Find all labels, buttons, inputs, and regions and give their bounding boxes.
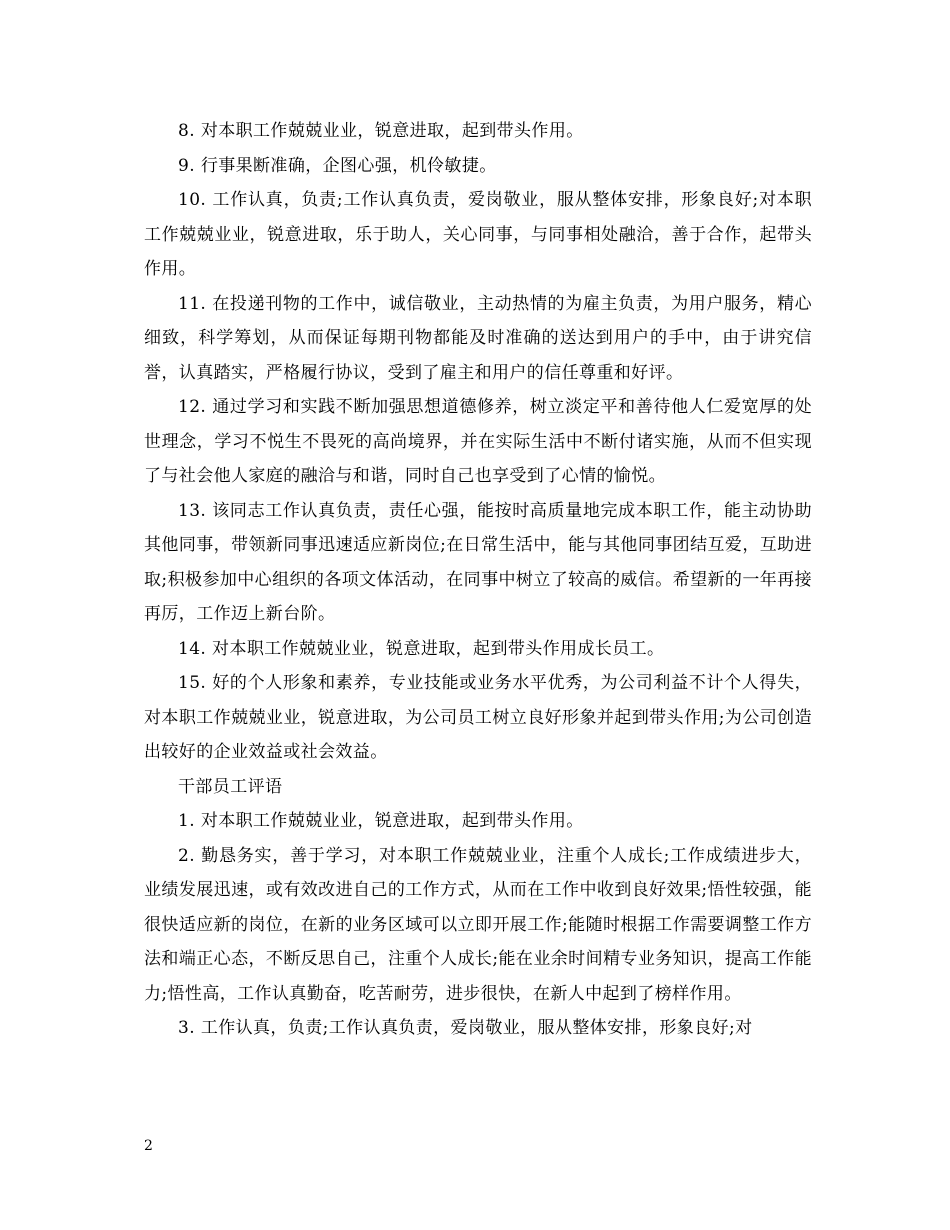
paragraph-item-13: 13. 该同志工作认真负责，责任心强，能按时高质量地完成本职工作，能主动协助其他同事，带领新同事迅速适应新岗位;在日常生活中，能与其他同事团结互爱，互助进取;积极参加中心组织的各项文体活动，在同事中树立了较高的威信。希望新的一年再接再厉，工作迈上新台阶。 — [144, 500, 812, 624]
paragraph-item-14: 14. 对本职工作兢兢业业，锐意进取，起到带头作用成长员工。 — [178, 638, 665, 659]
paragraph-item-9: 9. 行事果断准确，企图心强，机伶敏捷。 — [178, 155, 497, 176]
paragraph-item-3: 3. 工作认真，负责;工作认真负责，爱岗敬业，服从整体安排，形象良好;对 — [178, 1018, 753, 1038]
page-number: 2 — [144, 1138, 153, 1154]
document-body — [144, 114, 812, 1046]
paragraph-item-11: 11. 在投递刊物的工作中，诚信敬业，主动热情的为雇主负责，为用户服务，精心细致，科学筹划，从而保证每期刊物都能及时准确的送达到用户的手中，由于讲究信誉，认真踏实，严格履行协议，受到了雇主和用户的信任尊重和好评。 — [144, 293, 812, 383]
paragraph-item-15: 15. 好的个人形象和素养，专业技能或业务水平优秀，为公司利益不计个人得失，对本职工作兢兢业业，锐意进取，为公司员工树立良好形象并起到带头作用;为公司创造出较好的企业效益或社会效益。 — [144, 673, 812, 762]
paragraph-item-1: 1. 对本职工作兢兢业业，锐意进取，起到带头作用。 — [178, 811, 584, 831]
paragraph-item-12: 12. 通过学习和实践不断加强思想道德修养，树立淡定平和善待他人仁爱宽厚的处世理念，学习不悦生不畏死的高尚境界，并在实际生活中不断付诸实施，从而不但实现了与社会他人家庭的融洽与和谐，同时自己也享受到了心情的愉悦。 — [144, 397, 812, 486]
paragraph-item-10: 10. 工作认真，负责;工作认真负责，爱岗敬业，服从整体安排，形象良好;对本职工作兢兢业业，锐意进取，乐于助人，关心同事，与同事相处融洽，善于合作，起带头作用。 — [144, 190, 812, 279]
paragraph-item-8: 8. 对本职工作兢兢业业，锐意进取，起到带头作用。 — [178, 121, 584, 141]
section-heading: 干部员工评语 — [178, 776, 283, 797]
paragraph-item-2: 2. 勤恳务实，善于学习，对本职工作兢兢业业，注重个人成长;工作成绩进步大，业绩发展迅速，或有效改进自己的工作方式，从而在工作中收到良好效果;悟性较强，能很快适应新的岗位，在新的业务区域可以立即开展工作;能随时根据工作需要调整工作方法和端正心态，不断反思自己，注重个人成长;能在业余时间精专业务知识，提高工作能力;悟性高，工作认真勤奋，吃苦耐劳，进步很快，在新人中起到了榜样作用。 — [144, 845, 812, 1004]
